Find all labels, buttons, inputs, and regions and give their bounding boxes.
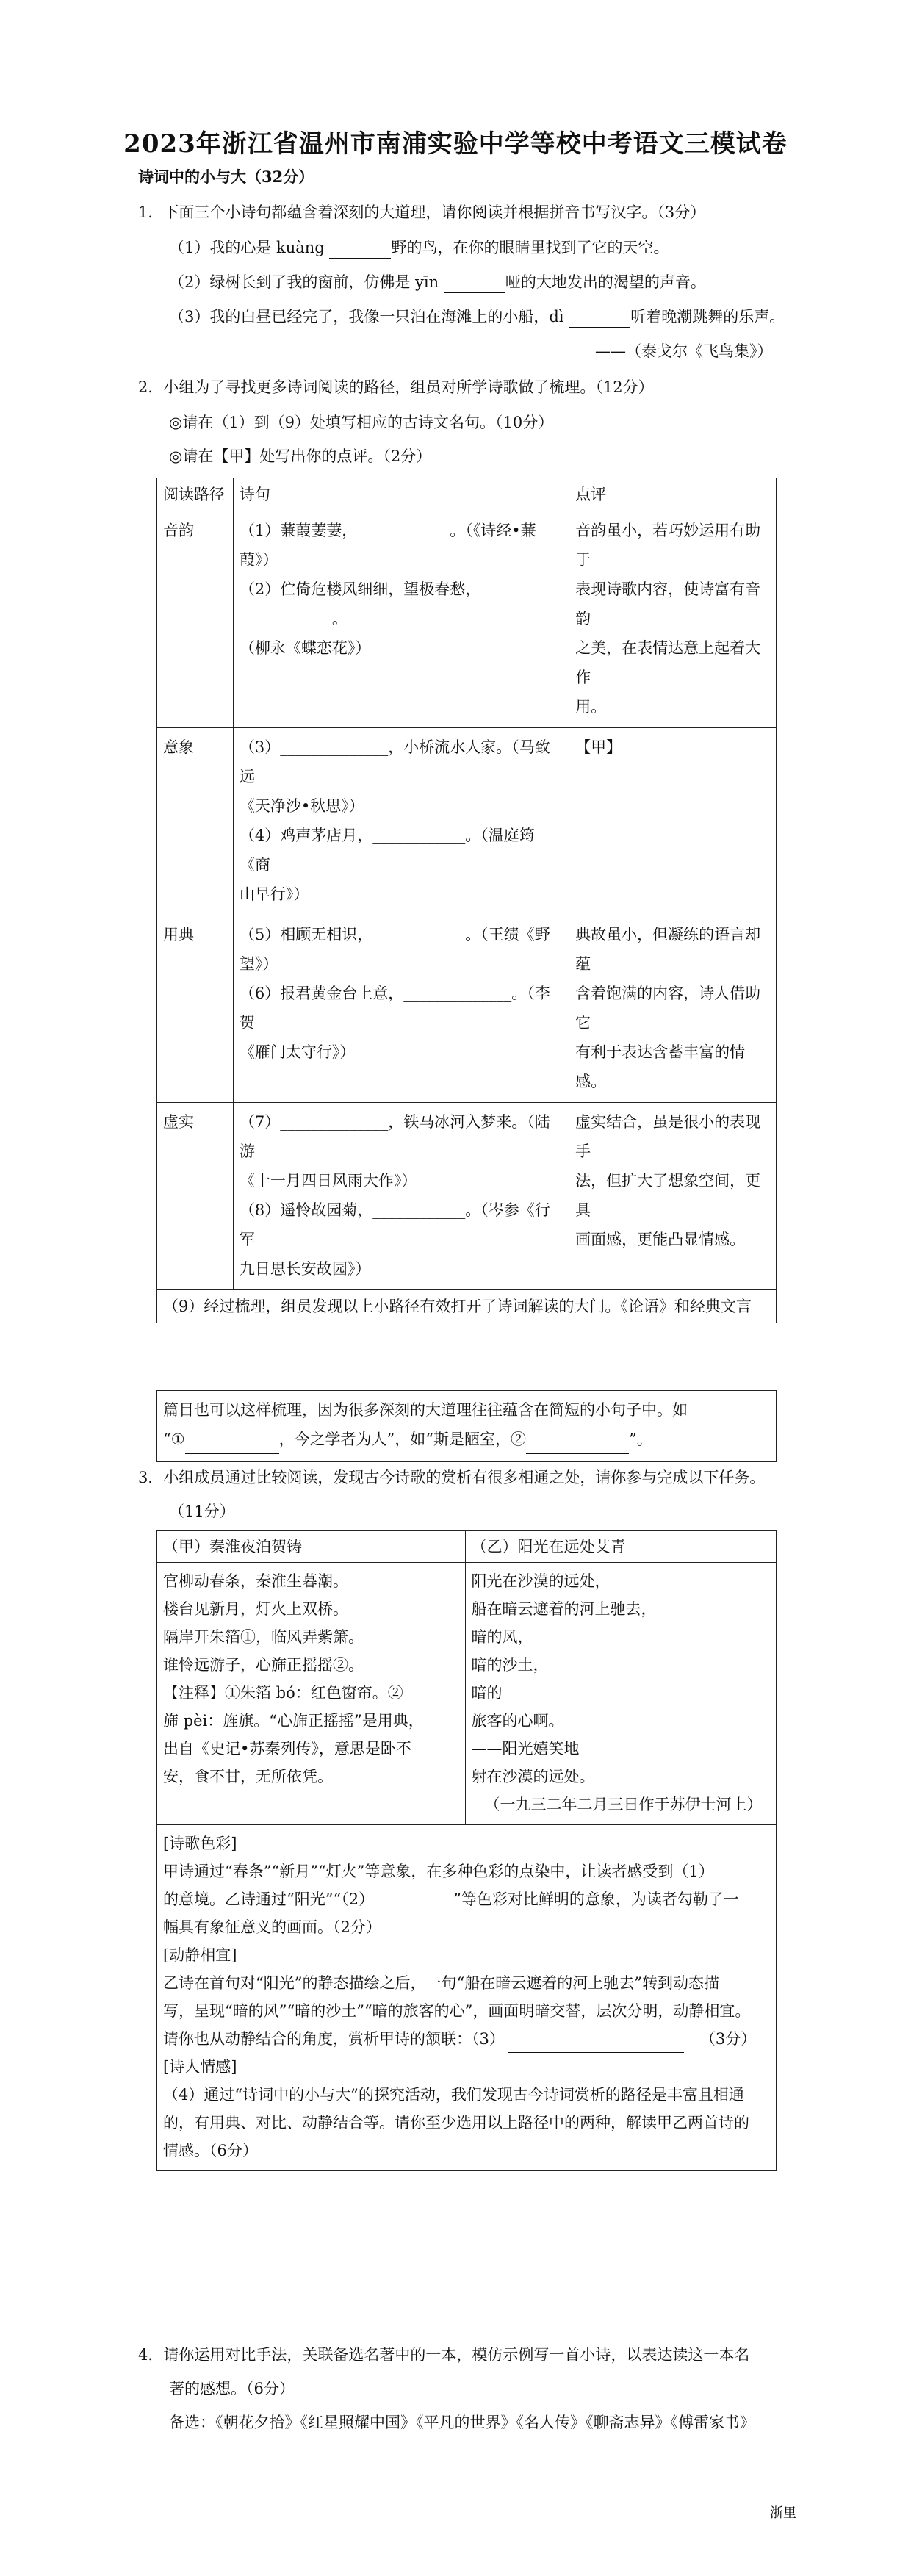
section-heading: 诗词中的小与大（32分） xyxy=(138,168,314,186)
q4-options: 备选：《朝花夕拾》《红星照耀中国》《平凡的世界》《名人传》《聊斋志异》《傅雷家书》 xyxy=(169,2414,755,2431)
table-row xyxy=(157,511,777,728)
q1-item-3: （3）我的白昼已经完了，我像一只泊在海滩上的小船，dì 听着晚潮跳舞的乐声。 xyxy=(169,306,785,328)
path-cell: 意象 xyxy=(157,728,234,915)
q2-stem: 2．小组为了寻找更多诗词阅读的路径，组员对所学诗歌做了梳理。（12分） xyxy=(138,378,654,396)
answer-blank[interactable] xyxy=(185,1437,279,1454)
q9-continuation: 篇目也可以这样梳理，因为很多深刻的大道理往往蕴含在简短的小句子中。如 “① ，今之学者为人”，如“斯是陋室，② ”。 xyxy=(156,1390,777,1462)
poem-compare-table xyxy=(156,1530,777,2171)
q4-stem-score: 著的感想。（6分） xyxy=(169,2380,295,2397)
q3-stem-score: （11分） xyxy=(169,1503,235,1520)
path-cell: 虚实 xyxy=(157,1103,234,1290)
comment-cell[interactable]: 【甲】____________________ xyxy=(569,728,777,915)
poem-a-text: 官柳动春条，秦淮生暮潮。 楼台见新月，灯火上双桥。 隔岸开朱箔①，临风弄紫箫。 谁怜远游子，心旆正摇摇②。 【注释】①朱箔 bó：红色窗帘。② 旆 pèi：旌旗。“心旆正摇摇”是用典， 出自《史记•苏秦列传》，意思是卧不 安，食不甘，无所依凭。 xyxy=(157,1563,466,1825)
table-row xyxy=(157,915,777,1103)
q9-cell: （9）经过梳理，组员发现以上小路径有效打开了诗词解读的大门。《论语》和经典文言 xyxy=(157,1290,777,1323)
verse-cell: （1）蒹葭萋萋，____________。（《诗经•蒹葭》） （2）伫倚危楼风细细，望极春愁，____________。 （柳永《蝶恋花》） xyxy=(233,511,569,728)
table-header: 阅读路径 xyxy=(157,478,234,511)
table-header-row xyxy=(157,1531,777,1563)
path-cell: 用典 xyxy=(157,915,234,1103)
answer-blank[interactable] xyxy=(569,311,630,328)
answer-blank[interactable] xyxy=(374,1896,453,1913)
q2-sub1: ◎请在（1）到（9）处填写相应的古诗文名句。（10分） xyxy=(169,414,554,431)
table-header: 点评 xyxy=(569,478,777,511)
comment-cell: 虚实结合，虽是很小的表现手 法，但扩大了想象空间，更具 画面感，更能凸显情感。 xyxy=(569,1103,777,1290)
q1-item-2: （2）绿树长到了我的窗前，仿佛是 yīn 哑的大地发出的渴望的声音。 xyxy=(169,271,706,293)
q1-source: ——（泰戈尔《飞鸟集》） xyxy=(595,342,773,360)
table-row xyxy=(157,1563,777,1825)
comment-cell: 音韵虽小，若巧妙运用有助于 表现诗歌内容，使诗富有音韵 之美，在表情达意上起着大作 用。 xyxy=(569,511,777,728)
poem-b-text: 阳光在沙漠的远处， 船在暗云遮着的河上驰去， 暗的风， 暗的沙土， 暗的 旅客的心啊。 ——阳光嬉笑地 射在沙漠的远处。 （一九三二年二月三日作于苏伊士河上） xyxy=(465,1563,777,1825)
q1-stem: 1．下面三个小诗句都蕴含着深刻的大道理，请你阅读并根据拼音书写汉字。（3分） xyxy=(138,204,706,221)
verse-cell: （3）______________，小桥流水人家。（马致远 《天净沙•秋思》） （4）鸡声茅店月，____________。（温庭筠《商 山早行》） xyxy=(233,728,569,915)
table-header-row xyxy=(157,478,777,511)
poem-b-title: （乙）阳光在远处艾青 xyxy=(465,1531,777,1563)
task-heading: [诗歌色彩] xyxy=(163,1835,237,1852)
poem-a-title: （甲）秦淮夜泊贺铸 xyxy=(157,1531,466,1563)
task-heading: [动静相宜] xyxy=(163,1946,237,1964)
answer-blank[interactable] xyxy=(444,276,505,293)
path-cell: 音韵 xyxy=(157,511,234,728)
table-row xyxy=(157,728,777,915)
q2-sub2: ◎请在【甲】处写出你的点评。（2分） xyxy=(169,447,432,465)
comment-cell: 典故虽小，但凝练的语言却蕴 含着饱满的内容，诗人借助它 有利于表达含蓄丰富的情感。 xyxy=(569,915,777,1103)
task-heading: [诗人情感] xyxy=(163,2058,237,2076)
tasks-cell: [诗歌色彩] 甲诗通过“春条”“新月”“灯火”等意象，在多种色彩的点染中，让读者感受到（1） 的意境。乙诗通过“阳光”“（2） ”等色彩对比鲜明的意象，为读者勾勒了一 幅具有象征意义的画面。（2分） [动静相宜] 乙诗在首句对“阳光”的静态描绘之后，一句“船在暗云遮着的河上驰去”转到动态描 写，呈现“暗的风”“暗的沙土”“暗的旅客的心”，画面明暗交替，层次分明，动静相宜。 请你也从动静结合的角度，赏析甲诗的颔联：（3） （3分） [诗人情感] （4）通过“诗词中的小与大”的探究活动，我们发现古今诗词赏析的路径是丰富且相通 的，有用典、对比、动静结合等。请你至少选用以上路径中的两种，解读甲乙两首诗的 情感。（6分） xyxy=(157,1825,777,2171)
answer-blank[interactable] xyxy=(329,242,391,259)
table-row xyxy=(157,1290,777,1323)
table-row xyxy=(157,1103,777,1290)
table-row xyxy=(157,1825,777,2171)
table-header: 诗句 xyxy=(233,478,569,511)
answer-blank[interactable] xyxy=(526,1437,629,1454)
page-title: 2023年浙江省温州市南浦实验中学等校中考语文三模试卷 xyxy=(123,129,788,159)
q1-item-1: （1）我的心是 kuàng 野的鸟，在你的眼睛里找到了它的天空。 xyxy=(169,237,669,259)
answer-blank[interactable] xyxy=(508,2036,684,2053)
q3-stem: 3．小组成员通过比较阅读，发现古今诗歌的赏析有很多相通之处，请你参与完成以下任务。 xyxy=(138,1469,766,1486)
q4-stem: 4．请你运用对比手法，关联备选名著中的一本，模仿示例写一首小诗，以表达读这一本名 xyxy=(138,2346,750,2364)
verse-cell: （7）______________，铁马冰河入梦来。（陆游 《十一月四日风雨大作》） （8）遥怜故园菊，____________。（岑参《行军 九日思长安故园》） xyxy=(233,1103,569,1290)
verse-cell: （5）相顾无相识，____________。（王绩《野 望》） （6）报君黄金台上意，______________。（李贺 《雁门太守行》） xyxy=(233,915,569,1103)
poetry-table xyxy=(156,478,777,1323)
footer-mark: 浙里 xyxy=(770,2505,796,2521)
